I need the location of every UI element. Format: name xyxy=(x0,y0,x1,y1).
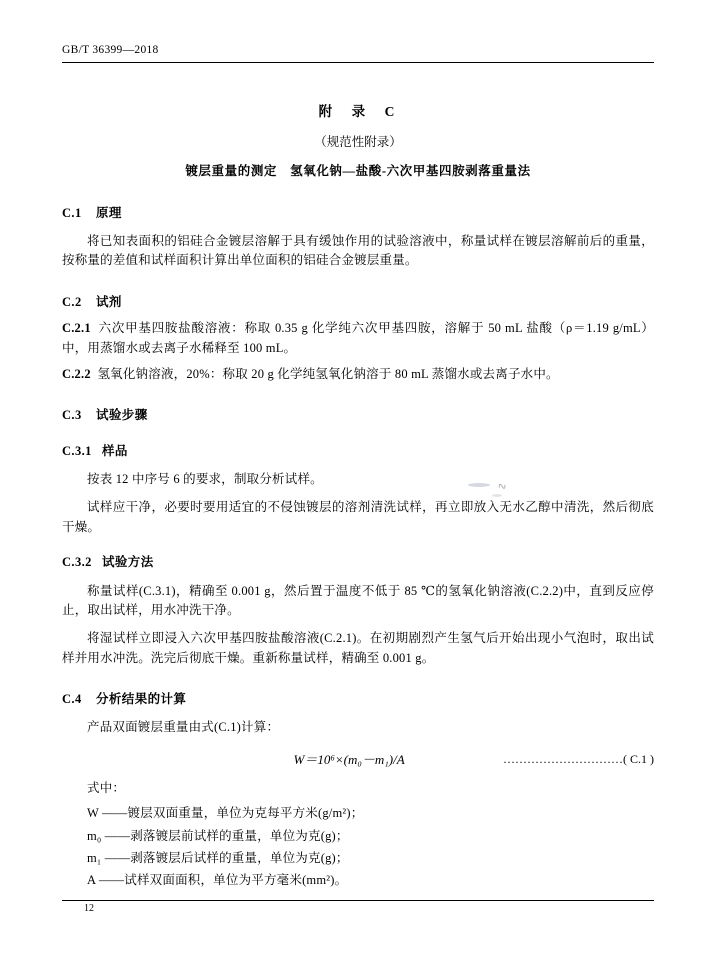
section-c31-paragraph-2: 试样应干净，必要时要用适宜的不侵蚀镀层的溶剂清洗试样，再立即放入无水乙醇中清洗，然后彻底干燥。 xyxy=(62,500,654,534)
footer-rule xyxy=(62,900,654,901)
symbol-definition: m₀ ——剥落镀层前试样的重量，单位为克(g)； xyxy=(87,828,349,843)
section-heading-c32 xyxy=(62,553,654,572)
section-number-c2: C.2 xyxy=(62,294,82,309)
section-heading-c1 xyxy=(62,204,654,223)
symbol-definition: m₁ ——剥落镀层后试样的重量，单位为克(g)； xyxy=(87,850,349,865)
section-c32-paragraph-2: 将湿试样立即浸入六次甲基四胺盐酸溶液(C.2.1)。在初期剧烈产生氢气后开始出现小气泡时，取出试样并用水冲洗。洗完后彻底干燥。重新称量试样，精确至 0.001 g。 xyxy=(62,631,654,665)
where-label: 式中： xyxy=(87,780,126,795)
section-title-c2: 试剂 xyxy=(96,294,122,309)
section-c31-paragraph-1: 按表 12 中序号 6 的要求，制取分析试样。 xyxy=(87,472,323,487)
section-c21-text: 六次甲基四胺盐酸溶液：称取 0.35 g 化学纯六次甲基四胺，溶解于 50 mL 盐酸（ρ＝1.19 g/mL）中，用蒸馏水或去离子水稀释至 100 mL。 xyxy=(62,321,654,355)
symbol-definition: A ——试样双面面积，单位为平方毫米(mm²)。 xyxy=(87,873,348,888)
document-body xyxy=(62,96,654,891)
header-rule xyxy=(62,62,654,63)
section-c22-text: 氢氧化钠溶液，20%：称取 20 g 化学纯氢氧化钠溶于 80 mL 蒸馏水或去离子水中。 xyxy=(97,366,559,381)
section-number-c31: C.3.1 xyxy=(62,443,92,458)
section-c2-item-2 xyxy=(62,365,654,384)
scan-artifact xyxy=(468,483,490,487)
section-c32-paragraph-1: 称量试样(C.3.1)，精确至 0.001 g，然后置于温度不低于 85 ℃的氢氧化钠溶液(C.2.2)中，直到反应停止，取出试样，用水冲洗干净。 xyxy=(62,583,654,617)
annex-title: 附 录 C xyxy=(318,104,398,119)
section-number-c21: C.2.1 xyxy=(62,321,91,336)
section-title-c4: 分析结果的计算 xyxy=(96,692,187,707)
scan-artifact-mark: ∿ xyxy=(496,479,509,494)
section-c1-paragraph: 将已知表面积的铝硅合金镀层溶解于具有缓蚀作用的试验溶液中，称量试样在镀层溶解前后的重量，按称量的差值和试样面积计算出单位面积的铝硅合金镀层重量。 xyxy=(62,234,654,268)
section-title-c31: 样品 xyxy=(102,443,128,458)
page-number: 12 xyxy=(84,903,94,914)
section-heading-c4 xyxy=(62,690,654,709)
section-number-c4: C.4 xyxy=(62,692,82,707)
symbol-definition: W ——镀层双面重量，单位为克每平方米(g/m²)； xyxy=(87,806,364,821)
section-heading-c2 xyxy=(62,293,654,312)
section-number-c3: C.3 xyxy=(62,408,82,423)
section-title-c3: 试验步骤 xyxy=(96,408,148,423)
section-title-c1: 原理 xyxy=(96,205,122,220)
section-heading-c3 xyxy=(62,406,654,425)
annex-normative-label: （规范性附录） xyxy=(314,134,402,149)
standard-code: GB/T 36399—2018 xyxy=(62,44,159,56)
section-heading-c31 xyxy=(62,442,654,461)
annex-name: 镀层重量的测定 氢氧化钠—盐酸-六次甲基四胺剥落重量法 xyxy=(185,164,531,179)
section-number-c22: C.2.2 xyxy=(62,366,91,381)
section-number-c32: C.3.2 xyxy=(62,555,92,570)
symbol-definition-list xyxy=(62,804,654,891)
section-c2-item-1 xyxy=(62,319,654,358)
formula-row xyxy=(62,750,654,770)
formula-c1: W＝10⁶×(m₀－m₁)/A xyxy=(293,751,405,767)
section-number-c1: C.1 xyxy=(62,205,82,220)
formula-number-c1: …………………………( C.1 ) xyxy=(503,751,654,766)
section-title-c32: 试验方法 xyxy=(102,555,154,570)
section-c4-intro: 产品双面镀层重量由式(C.1)计算： xyxy=(87,720,280,735)
